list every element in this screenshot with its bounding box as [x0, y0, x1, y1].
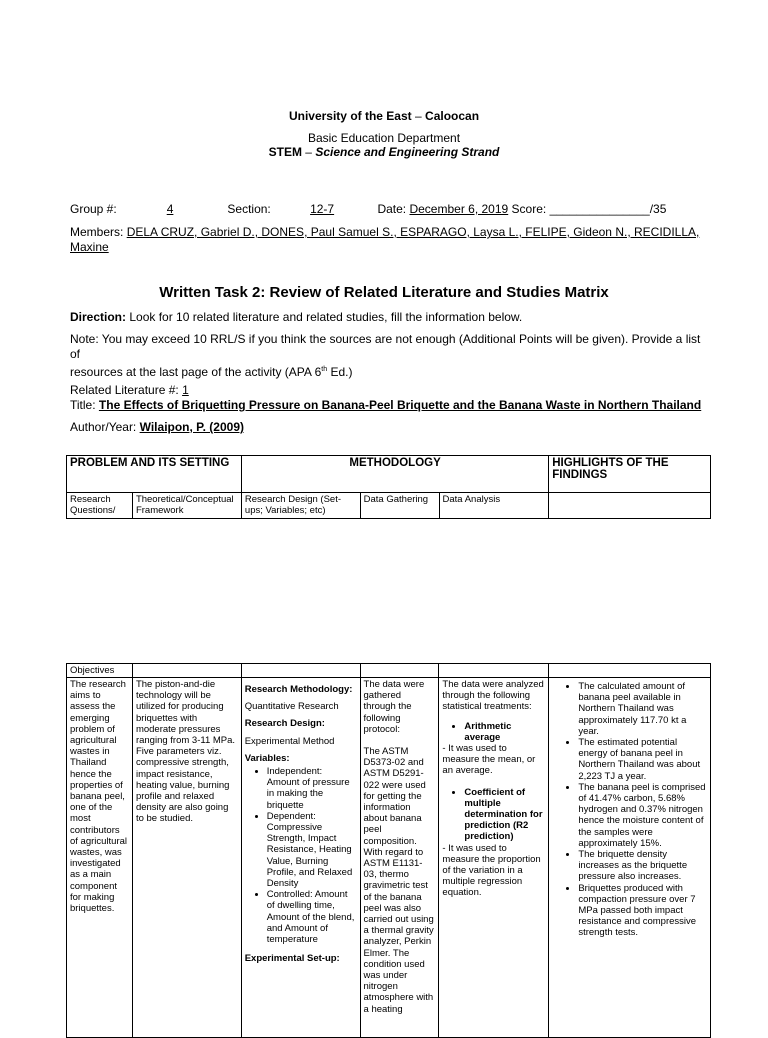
research-questions-subheader: Research Questions/: [67, 493, 133, 519]
score-total: /35: [649, 202, 667, 216]
variable-item: • Controlled: Amount of dwelling time, Amount of the blend, and Amount of temperature: [267, 889, 357, 945]
matrix-body-table: [66, 663, 711, 1038]
highlights-header: HIGHLIGHTS OF THE FINDINGS: [549, 456, 711, 493]
variables-list: [245, 766, 357, 945]
objectives-label: Objectives: [67, 664, 133, 678]
analysis-item-desc: - It was used to measure the proportion of the variation in a multiple regression equation.: [442, 842, 541, 899]
members-value: DELA CRUZ, Gabriel D., DONES, Paul Samuel S., ESPARAGO, Laysa L., FELIPE, Gideon N., RECIDILLA,: [126, 225, 700, 239]
finding-item: • The calculated amount of banana peel available in Northern Thailand was approximately 117.70 kt a year.: [578, 681, 707, 737]
members-line: Members: DELA CRUZ, Gabriel D., DONES, Paul Samuel S., ESPARAGO, Laysa L., FELIPE, Gideon N., RECIDILLA, Maxine: [70, 225, 700, 254]
finding-item: • The banana peel is comprised of 41.47% carbon, 5.68% hydrogen and 0.37% nitrogen hence the moisture content of the samples were approximately 15%.: [578, 782, 707, 849]
analysis-item-name: • Arithmetic average: [464, 721, 545, 743]
framework-subheader: Theoretical/Conceptual Framework: [132, 493, 241, 519]
finding-item: • The briquette density increases as the briquette pressure also increases.: [578, 849, 707, 883]
task-title: Written Task 2: Review of Related Literature and Studies Matrix: [159, 284, 609, 301]
date-value: December 6, 2019: [409, 202, 509, 216]
direction-line: Direction: Look for 10 related literature and related studies, fill the information below.: [70, 310, 523, 324]
department-heading: Basic Education Department: [307, 131, 461, 145]
gathering-cell: The data were gathered through the following protocol: The ASTM D5373-02 and ASTM D5291-022 were used for getting the information about banana peel composition. With regard to ASTM E1131-03, thermo gravimetric test of the banana peel was also carried out using a thermal gravity analyzer, Perkin Elmer. The condition used was under nitrogen atmosphere with a heating: [360, 678, 439, 1038]
analysis-item-name: • Coefficient of multiple determination for prediction (R2 prediction): [464, 787, 545, 843]
finding-item: • The estimated potential energy of banana peel in Northern Thailand was about 2,223 TJ a year.: [578, 737, 707, 782]
analysis-item-desc: - It was used to measure the mean, or an average.: [442, 743, 536, 777]
highlights-subheader-empty: [549, 493, 711, 519]
objectives-cell: The research aims to assess the emerging problem of agricultural wastes in Thailand hence the properties of banana peel, one of the most contributors of agricultural wastes, was investigated as a main component for making briquettes.: [67, 678, 133, 1038]
literature-number: Related Literature #: 1: [70, 383, 189, 397]
matrix-header-table: [66, 455, 711, 519]
problem-header: PROBLEM AND ITS SETTING: [67, 456, 242, 493]
literature-author: Author/Year: Wilaipon, P. (2009): [70, 420, 244, 434]
gathering-subheader: Data Gathering: [360, 493, 439, 519]
framework-cell: The piston-and-die technology will be utilized for producing briquettes with moderate pressures ranging from 3-11 MPa. Five parameters viz. compressive strength, impact resistance, heating value, burning profile and relaxed density are also going to be studied.: [132, 678, 241, 1038]
strand-heading: STEM – Science and Engineering Strand: [268, 145, 500, 159]
literature-title: Title: The Effects of Briquetting Pressure on Banana-Peel Briquette and the Banana Waste in Northern Thailand: [70, 398, 702, 412]
design-subheader: Research Design (Set-ups; Variables; etc): [241, 493, 360, 519]
section-value: 12-7: [310, 202, 335, 216]
analysis-cell: The data were analyzed through the following statistical treatments: • Arithmetic average - It was used to measure the mean, or an average. • Coefficient of multiple determination for prediction (R2 prediction) - It was used to measure the proportion of the variation in a multiple regression equation.: [439, 678, 549, 1038]
group-info-line: Group #: 4 Section: 12-7 Date: December 6, 2019 Score: _______________/35: [70, 202, 667, 216]
variable-item: • Dependent: Compressive Strength, Impact Resistance, Heating Value, Burning Profile, and Relaxed Density: [267, 811, 357, 889]
score-blank: _______________: [549, 202, 650, 216]
design-cell: Research Methodology: Quantitative Research Research Design: Experimental Method Variables: • Independent: Amount of pressure in making the briquette • Dependent: Compressive Strength, Impact Resistance, Heating Value, Burning Profile, and Relaxed Density • Controlled: Amount of dwelling time, Amount of the blend, and Amount of temperature Experimental Set-up:: [241, 678, 360, 1038]
group-number: 4: [166, 202, 174, 216]
methodology-header: METHODOLOGY: [241, 456, 548, 493]
note-text: Note: You may exceed 10 RRL/S if you think the sources are not enough (Additional Points will be given). Provide a list of resources at the last page of the activity (APA 6th Ed.): [70, 332, 701, 379]
analysis-subheader: Data Analysis: [439, 493, 549, 519]
university-heading: University of the East – Caloocan: [288, 109, 480, 123]
finding-item: • Briquettes produced with compaction pressure over 7 MPa passed both impact resistance and compressive strength tests.: [578, 883, 707, 939]
findings-list: [552, 681, 707, 939]
variable-item: • Independent: Amount of pressure in making the briquette: [267, 766, 357, 811]
findings-cell: [549, 678, 711, 1038]
